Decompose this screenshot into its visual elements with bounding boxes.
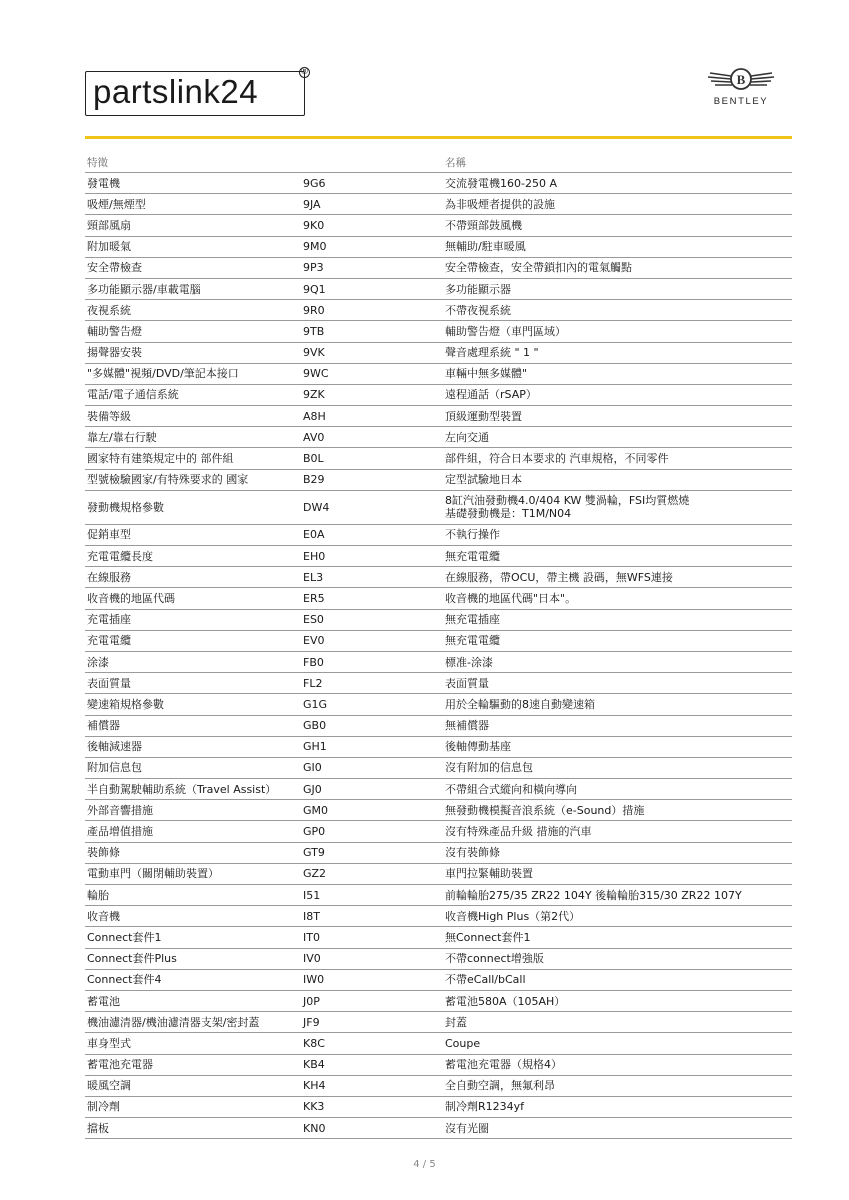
name-cell: 不帶connect增強版: [443, 948, 792, 969]
table-row: [85, 1054, 792, 1075]
code-cell: AV0: [301, 427, 443, 448]
code-cell: KK3: [301, 1096, 443, 1117]
name-cell: 遠程通話（rSAP）: [443, 384, 792, 405]
name-cell: 車輛中無多媒體": [443, 363, 792, 384]
name-cell: 頂級運動型裝置: [443, 406, 792, 427]
code-cell: GT9: [301, 842, 443, 863]
code-cell: GH1: [301, 736, 443, 757]
column-header-name: 名稱: [443, 152, 792, 173]
table-row: [85, 384, 792, 405]
features-table: [85, 152, 792, 1139]
name-cell: 無充電電纜: [443, 546, 792, 567]
name-cell: 無Connect套件1: [443, 927, 792, 948]
code-cell: 9VK: [301, 342, 443, 363]
name-cell: 左向交通: [443, 427, 792, 448]
bentley-logo: [701, 64, 781, 114]
code-cell: J0P: [301, 990, 443, 1011]
feature-cell: Connect套件Plus: [85, 948, 301, 969]
feature-cell: 發動機規格參數: [85, 490, 301, 524]
code-cell: I8T: [301, 906, 443, 927]
feature-cell: 充電插座: [85, 609, 301, 630]
table-row: [85, 715, 792, 736]
feature-cell: 擋板: [85, 1118, 301, 1139]
brand-name: BENTLEY: [713, 96, 769, 107]
name-line-2: 基礎發動機是：T1M/N04: [445, 507, 572, 521]
name-cell: 不帶頸部鼓風機: [443, 215, 792, 236]
table-row: [85, 215, 792, 236]
page-number: 4 / 5: [413, 1159, 436, 1170]
table-row: [85, 524, 792, 545]
feature-cell: 電動車門（關閉輔助裝置）: [85, 863, 301, 884]
feature-cell: 夜視系統: [85, 300, 301, 321]
table-row: [85, 990, 792, 1011]
feature-cell: 靠左/靠右行駛: [85, 427, 301, 448]
feature-cell: 補償器: [85, 715, 301, 736]
name-cell: 為非吸煙者提供的設施: [443, 194, 792, 215]
code-cell: KN0: [301, 1118, 443, 1139]
table-row: [85, 927, 792, 948]
name-cell: 收音機High Plus（第2代）: [443, 906, 792, 927]
name-cell: 表面質量: [443, 673, 792, 694]
code-cell: KH4: [301, 1075, 443, 1096]
table-row: [85, 363, 792, 384]
feature-cell: 促銷車型: [85, 524, 301, 545]
table-row: [85, 1118, 792, 1139]
table-row: [85, 427, 792, 448]
code-cell: I51: [301, 885, 443, 906]
table-row: [85, 906, 792, 927]
column-header-code: [301, 152, 443, 173]
code-cell: K8C: [301, 1033, 443, 1054]
name-cell: 交流發電機160-250 A: [443, 173, 792, 194]
table-row: [85, 567, 792, 588]
feature-cell: 電話/電子通信系統: [85, 384, 301, 405]
feature-cell: 收音機的地區代碼: [85, 588, 301, 609]
name-cell: 多功能顯示器: [443, 278, 792, 299]
table-row: [85, 257, 792, 278]
table-row: [85, 173, 792, 194]
code-cell: FL2: [301, 673, 443, 694]
code-cell: GM0: [301, 800, 443, 821]
table-row: [85, 863, 792, 884]
name-line-1: 8缸汽油發動機4.0/404 KW 雙渦輪，FSI均質燃燒: [445, 494, 690, 508]
code-cell: JF9: [301, 1012, 443, 1033]
feature-cell: 暖風空調: [85, 1075, 301, 1096]
feature-cell: 輔助警告燈: [85, 321, 301, 342]
feature-cell: 變速箱規格參數: [85, 694, 301, 715]
feature-cell: Connect套件4: [85, 969, 301, 990]
name-cell: Coupe: [443, 1033, 792, 1054]
code-cell: B0L: [301, 448, 443, 469]
code-cell: EV0: [301, 630, 443, 651]
table-body: [85, 173, 792, 1139]
code-cell: G1G: [301, 694, 443, 715]
name-cell: 封蓋: [443, 1012, 792, 1033]
table-row: [85, 969, 792, 990]
code-cell: GP0: [301, 821, 443, 842]
name-cell: 收音機的地區代碼"日本"。: [443, 588, 792, 609]
name-cell: 不執行操作: [443, 524, 792, 545]
code-cell: GB0: [301, 715, 443, 736]
feature-cell: 後軸減速器: [85, 736, 301, 757]
name-cell: [443, 490, 792, 524]
table-row: [85, 1096, 792, 1117]
feature-cell: 多功能顯示器/車載電腦: [85, 278, 301, 299]
table-row: [85, 630, 792, 651]
name-cell: 車門拉緊輔助裝置: [443, 863, 792, 884]
code-cell: KB4: [301, 1054, 443, 1075]
feature-cell: 揚聲器安裝: [85, 342, 301, 363]
feature-cell: Connect套件1: [85, 927, 301, 948]
table-row: [85, 779, 792, 800]
feature-cell: "多媒體"視頻/DVD/筆記本接口: [85, 363, 301, 384]
feature-cell: 半自動駕駛輔助系統（Travel Assist）: [85, 779, 301, 800]
feature-cell: 產品增值措施: [85, 821, 301, 842]
name-cell: 前輪輪胎275/35 ZR22 104Y 後輪輪胎315/30 ZR22 107Y: [443, 885, 792, 906]
table-row: [85, 1012, 792, 1033]
code-cell: B29: [301, 469, 443, 490]
name-cell: 蓄電池580A（105AH）: [443, 990, 792, 1011]
table-row: [85, 278, 792, 299]
feature-cell: 型號檢驗國家/有特殊要求的 國家: [85, 469, 301, 490]
code-cell: 9G6: [301, 173, 443, 194]
table-row: [85, 406, 792, 427]
feature-cell: 蓄電池: [85, 990, 301, 1011]
code-cell: 9Q1: [301, 278, 443, 299]
code-cell: 9JA: [301, 194, 443, 215]
feature-cell: 安全帶檢查: [85, 257, 301, 278]
feature-cell: 國家特有建築規定中的 部件組: [85, 448, 301, 469]
table-row: [85, 885, 792, 906]
feature-cell: 充電電纜: [85, 630, 301, 651]
column-header-feature: 特徵: [85, 152, 301, 173]
code-cell: GZ2: [301, 863, 443, 884]
feature-cell: 車身型式: [85, 1033, 301, 1054]
name-cell: 在線服務，帶OCU，帶主機 設碼，無WFS連接: [443, 567, 792, 588]
feature-cell: 在線服務: [85, 567, 301, 588]
feature-cell: 附加暖氣: [85, 236, 301, 257]
name-cell: 不帶eCall/bCall: [443, 969, 792, 990]
table-row: [85, 736, 792, 757]
name-cell: 無發動機模擬音浪系統（e-Sound）措施: [443, 800, 792, 821]
table-row: [85, 300, 792, 321]
table-row: [85, 673, 792, 694]
name-cell: 不帶組合式縱向和橫向導向: [443, 779, 792, 800]
code-cell: EL3: [301, 567, 443, 588]
name-cell: 定型試驗地日本: [443, 469, 792, 490]
name-cell: 後軸傳動基座: [443, 736, 792, 757]
name-cell: 部件組，符合日本要求的 汽車規格，不同零件: [443, 448, 792, 469]
feature-cell: 充電電纜長度: [85, 546, 301, 567]
table-row: [85, 490, 792, 524]
table-row: [85, 588, 792, 609]
feature-cell: 外部音響措施: [85, 800, 301, 821]
name-cell: 用於全輪驅動的8速自動變速箱: [443, 694, 792, 715]
feature-cell: 輪胎: [85, 885, 301, 906]
page-header: [85, 62, 793, 140]
table-row: [85, 800, 792, 821]
code-cell: 9M0: [301, 236, 443, 257]
partslink24-logo: [85, 67, 309, 115]
feature-cell: 頸部風扇: [85, 215, 301, 236]
feature-cell: 吸煙/無煙型: [85, 194, 301, 215]
feature-cell: 制冷劑: [85, 1096, 301, 1117]
bentley-wings-icon: [706, 64, 776, 94]
code-cell: 9TB: [301, 321, 443, 342]
code-cell: IT0: [301, 927, 443, 948]
logo-text: partslink24: [93, 73, 259, 110]
table-row: [85, 948, 792, 969]
table-row: [85, 236, 792, 257]
name-cell: 輔助警告燈（車門區域）: [443, 321, 792, 342]
table-header-row: [85, 152, 792, 173]
name-cell: 無充電電纜: [443, 630, 792, 651]
feature-cell: 表面質量: [85, 673, 301, 694]
name-cell: 聲音處理系統 " 1 ": [443, 342, 792, 363]
name-cell: 沒有附加的信息包: [443, 757, 792, 778]
name-cell: 無輔助/駐車暖風: [443, 236, 792, 257]
feature-cell: 機油濾清器/機油濾清器支架/密封蓋: [85, 1012, 301, 1033]
name-cell: 沒有特殊產品升級 措施的汽車: [443, 821, 792, 842]
table-row: [85, 694, 792, 715]
name-cell: 沒有光圈: [443, 1118, 792, 1139]
code-cell: GI0: [301, 757, 443, 778]
table-row: [85, 469, 792, 490]
code-cell: A8H: [301, 406, 443, 427]
registered-mark: ®: [300, 67, 309, 77]
name-cell: 標准-涂漆: [443, 651, 792, 672]
code-cell: GJ0: [301, 779, 443, 800]
table-row: [85, 757, 792, 778]
table-row: [85, 194, 792, 215]
code-cell: 9WC: [301, 363, 443, 384]
name-cell: 制冷劑R1234yf: [443, 1096, 792, 1117]
table-row: [85, 342, 792, 363]
feature-cell: 蓄電池充電器: [85, 1054, 301, 1075]
feature-cell: 裝備等級: [85, 406, 301, 427]
code-cell: DW4: [301, 490, 443, 524]
table-row: [85, 609, 792, 630]
table-row: [85, 1075, 792, 1096]
table-row: [85, 821, 792, 842]
yellow-divider: [85, 136, 792, 139]
code-cell: ER5: [301, 588, 443, 609]
name-cell: 蓄電池充電器（規格4）: [443, 1054, 792, 1075]
code-cell: 9K0: [301, 215, 443, 236]
feature-cell: 涂漆: [85, 651, 301, 672]
code-cell: 9ZK: [301, 384, 443, 405]
name-cell: 安全帶檢查，安全帶鎖扣內的電氣觸點: [443, 257, 792, 278]
svg-text:B: B: [736, 72, 746, 87]
table-row: [85, 546, 792, 567]
table-row: [85, 321, 792, 342]
feature-cell: 收音機: [85, 906, 301, 927]
name-cell: 沒有裝飾條: [443, 842, 792, 863]
table-row: [85, 651, 792, 672]
name-cell: 無補償器: [443, 715, 792, 736]
code-cell: FB0: [301, 651, 443, 672]
code-cell: 9P3: [301, 257, 443, 278]
code-cell: IV0: [301, 948, 443, 969]
table-row: [85, 842, 792, 863]
name-cell: 不帶夜視系統: [443, 300, 792, 321]
table-row: [85, 1033, 792, 1054]
name-cell: 無充電插座: [443, 609, 792, 630]
feature-cell: 裝飾條: [85, 842, 301, 863]
name-cell: 全自動空調，無氟利昂: [443, 1075, 792, 1096]
feature-cell: 發電機: [85, 173, 301, 194]
code-cell: 9R0: [301, 300, 443, 321]
code-cell: ES0: [301, 609, 443, 630]
feature-cell: 附加信息包: [85, 757, 301, 778]
code-cell: EH0: [301, 546, 443, 567]
code-cell: IW0: [301, 969, 443, 990]
code-cell: E0A: [301, 524, 443, 545]
table-row: [85, 448, 792, 469]
